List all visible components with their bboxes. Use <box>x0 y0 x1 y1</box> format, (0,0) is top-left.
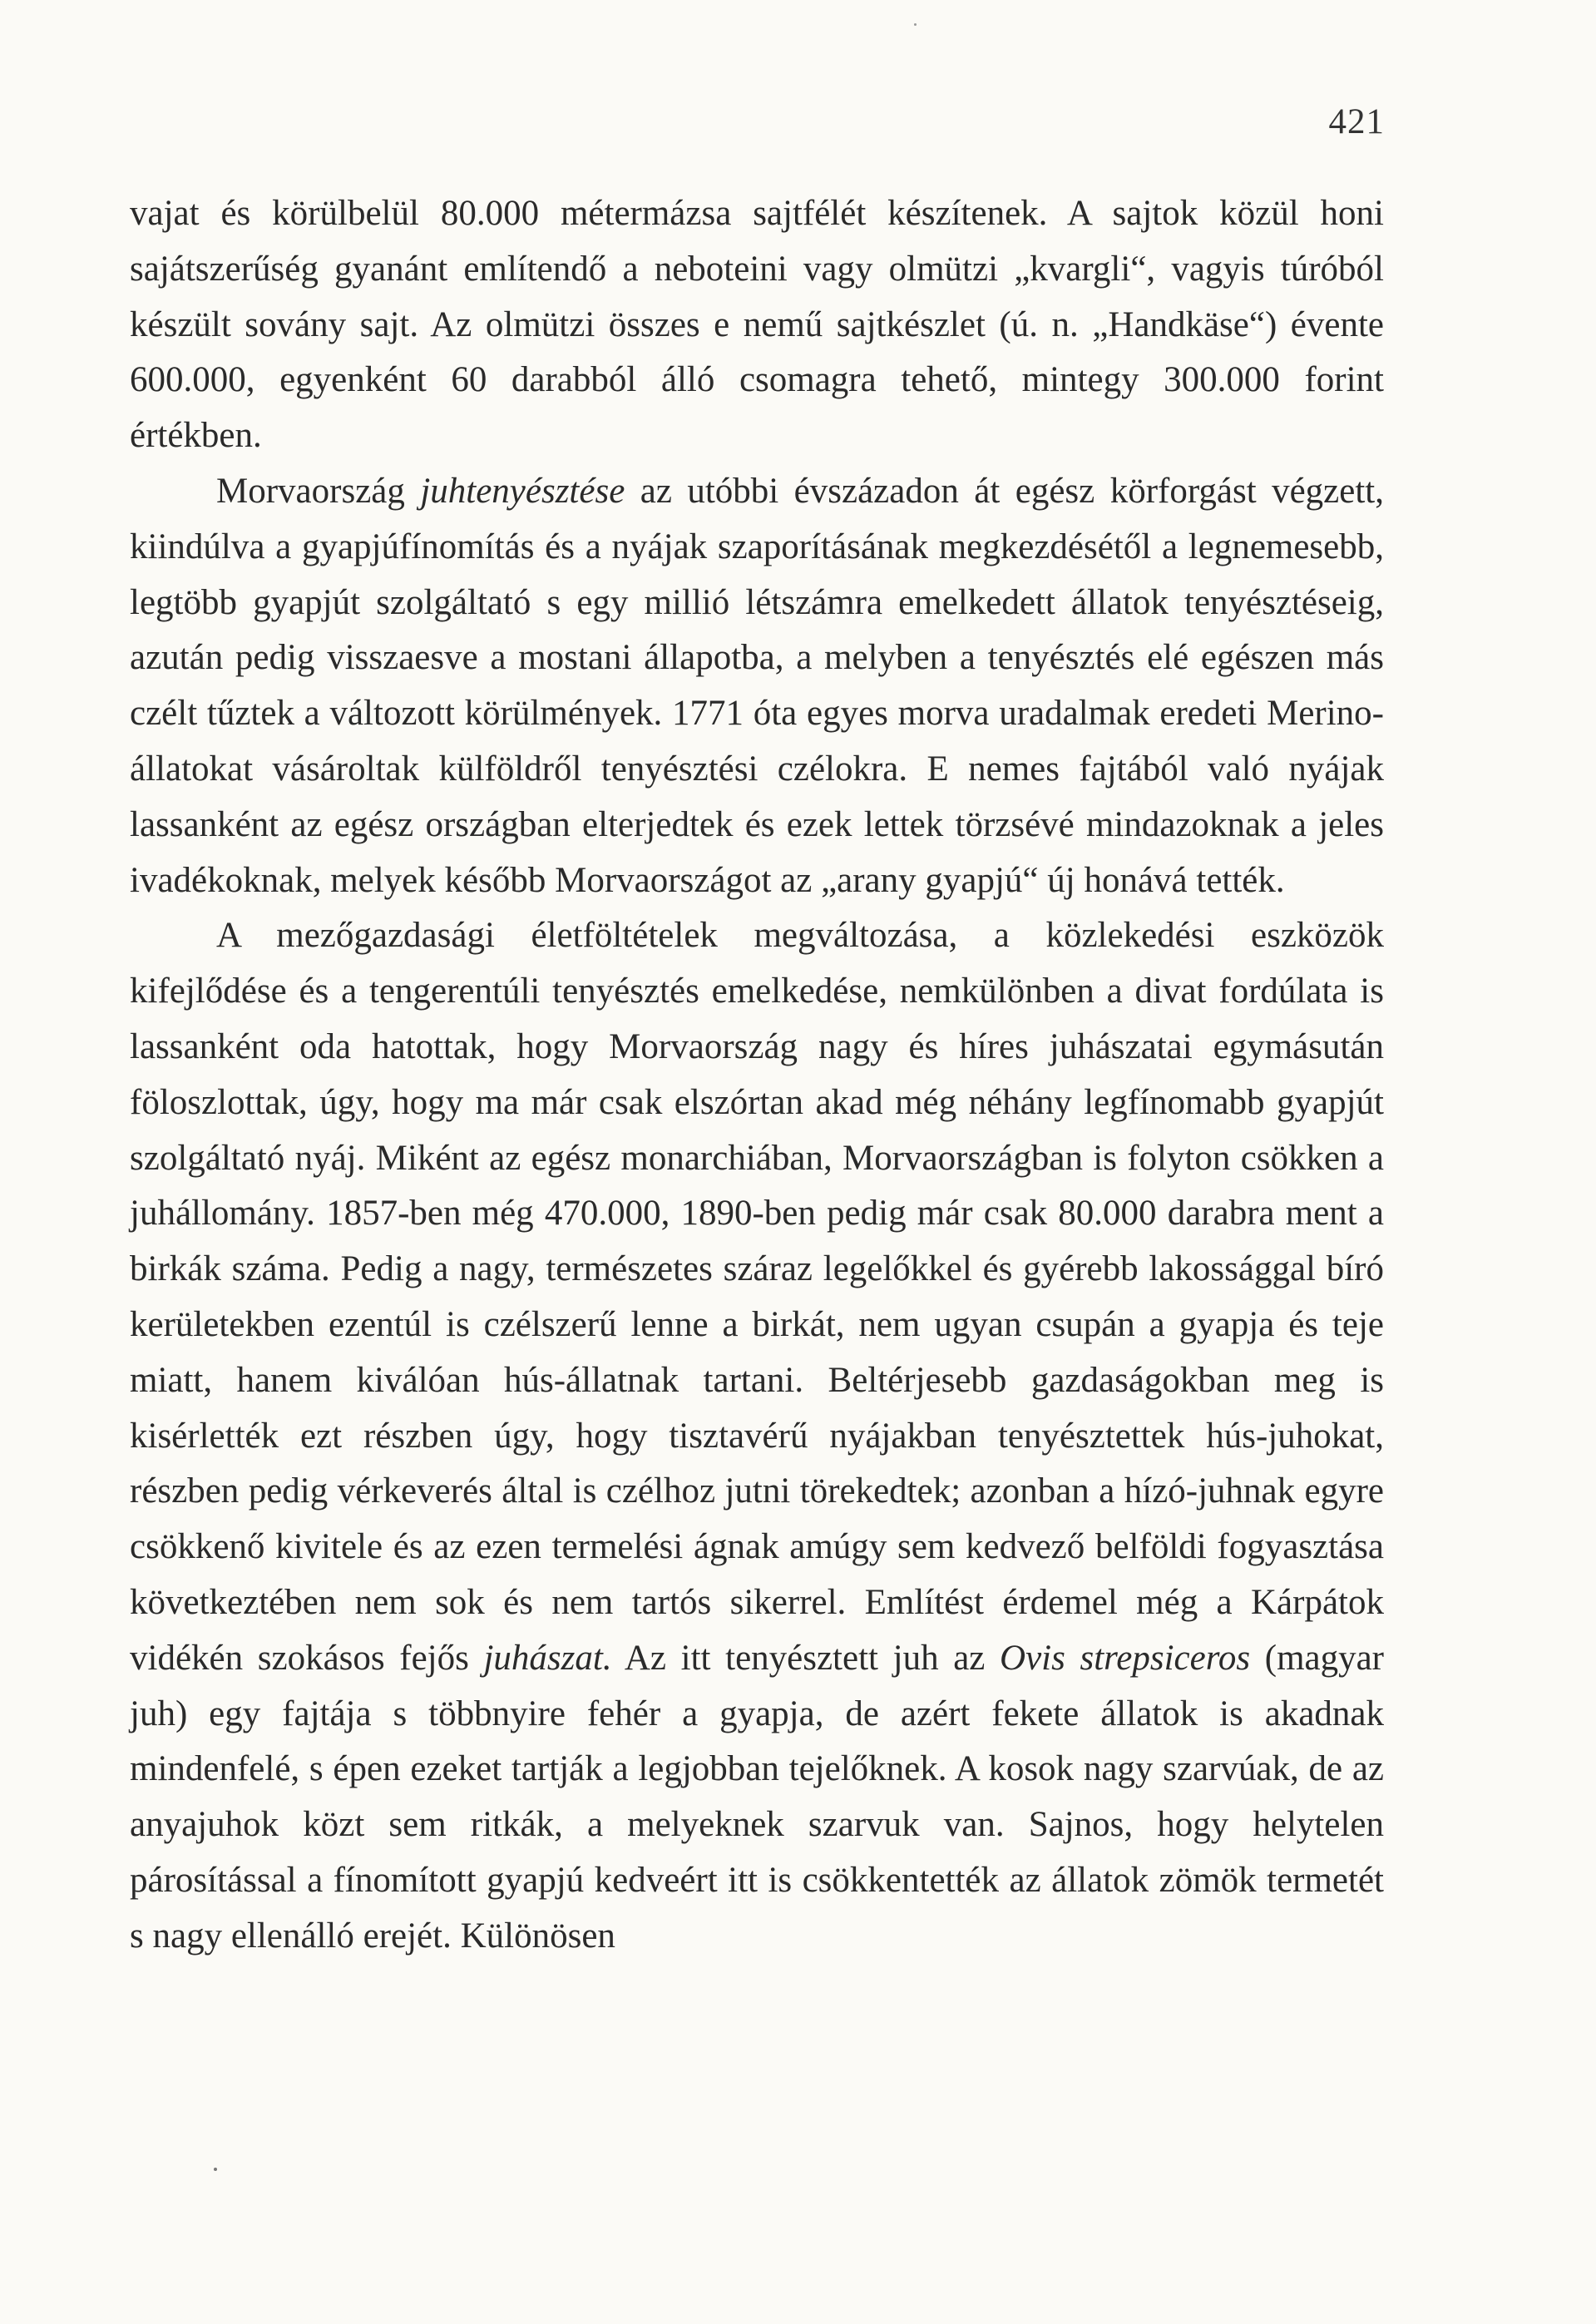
paragraph-decline <box>130 908 1384 1964</box>
paragraph-text: az utóbbi évszázadon át egész körforgást végzett, kiindúlva a gyapjúfínomítás és a nyájak szaporításának megkezdésétől a legnemesebb, legtöbb gyapjút szolgáltató s egy millió létszámra emelkedett állatok tenyésztéseig, azután pedig visszaesve a mostani állapotba, a melyben a tenyésztés elé egészen más czélt tűztek a változott körülmények. 1771 óta egyes morva uradalmak eredeti Merino-állatokat vásároltak külföldről tenyésztési czélokra. E nemes fajtából való nyájak lassanként az egész országban elterjedtek és ezek lettek törzsévé mindazoknak a jeles ivadékoknak, melyek később Morvaországot az „arany gyapjú“ új honává tették. <box>130 471 1384 900</box>
scan-mark <box>214 2168 217 2171</box>
paragraph-cheese: vajat és körülbelül 80.000 métermázsa sajtfélét készítenek. A sajtok közül honi sajátszerűség gyanánt említendő a neboteini vagy olmützi „kvargli“, vagyis túróból készült sovány sajt. Az olmützi összes e nemű sajtkészlet (ú. n. „Handkäse“) évente 600.000, egyenként 60 darabból álló csomagra tehető, mintegy 300.000 forint értékben. <box>130 194 1384 456</box>
emphasis-juhtenyesztese: juhtenyésztése <box>420 471 625 511</box>
body-text <box>130 186 1384 1965</box>
scan-speck <box>914 23 917 26</box>
paragraph-text: (magyar juh) egy fajtája s többnyire fehér a gyapja, de azért fekete állatok is akadnak mindenfelé, s épen ezeket tartják a legjobban tejelőknek. A kosok nagy szarvúak, de az anyajuhok közt sem ritkák, a melyeknek szarvuk van. Sajnos, hogy helytelen párosítással a fínomított gyapjú kedveért itt is csökkentették az állatok zömök termetét s nagy ellenálló erejét. Különösen <box>130 1638 1385 1956</box>
paragraph-text: A mezőgazdasági életföltételek megváltozása, a közlekedési eszközök kifejlődése és a tengerentúli tenyésztés emelkedése, nemkülönben a divat fordúlata is lassanként oda hatottak, hogy Morvaország nagy és híres juhászatai egymásután föloszlottak, úgy, hogy ma már csak elszórtan akad még néhány legfínomabb gyapjút szolgáltató nyáj. Miként az egész monarchiában, Morvaországban is folyton csökken a juhállomány. 1857-ben még 470.000, 1890-ben pedig már csak 80.000 darabra ment a birkák száma. Pedig a nagy, természetes száraz legelőkkel és gyérebb lakossággal bíró kerületekben ezentúl is czélszerű lenne a birkát, nem ugyan csupán a gyapja és teje miatt, hanem kiválóan hús-állatnak tartani. Beltérjesebb gazdaságokban meg is kisérlették ezt részben úgy, hogy tisztavérű nyájakban tenyésztettek hús-juhokat, részben pedig vérkeverés által is czélhoz jutni törekedtek; azonban a hízó-juhnak egyre csökkenő kivitele és az ezen termelési ágnak amúgy sem kedvező belföldi fogyasztása következtében nem sok és nem tartós sikerrel. Említést érdemel még a Kárpátok vidékén szokásos fejős <box>130 916 1384 1678</box>
emphasis-ovis-strepsiceros: Ovis strepsiceros <box>1000 1638 1251 1678</box>
paragraph-sheep-breeding <box>130 464 1384 908</box>
paragraph-text: Morvaország <box>216 471 421 511</box>
page-number: 421 <box>1328 102 1385 141</box>
emphasis-juhaszat: juhászat. <box>483 1638 612 1678</box>
paragraph-text: Az itt tenyésztett juh az <box>611 1638 1001 1678</box>
